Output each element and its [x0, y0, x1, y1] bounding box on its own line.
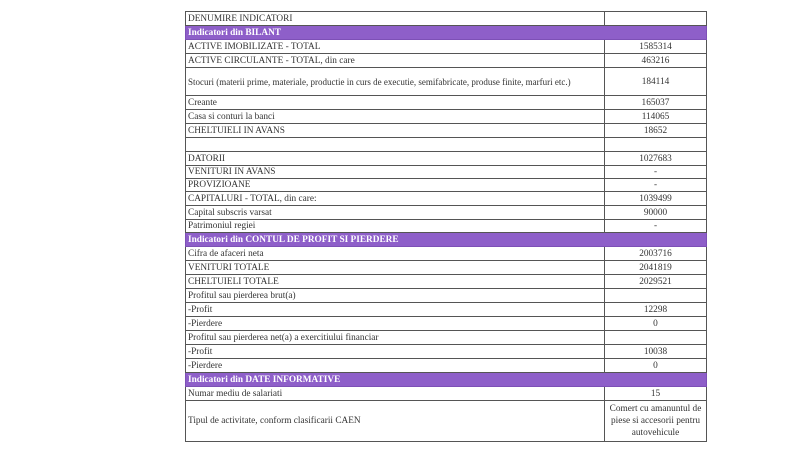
row-value: 184114	[605, 68, 707, 96]
row-value: 2041819	[605, 261, 707, 275]
row-value	[605, 331, 707, 345]
table-row	[186, 247, 707, 261]
table-row	[186, 331, 707, 345]
row-value: 2003716	[605, 247, 707, 261]
table-row	[186, 303, 707, 317]
row-label: VENITURI IN AVANS	[186, 166, 605, 179]
table-row	[186, 152, 707, 166]
row-label: -Profit	[186, 303, 605, 317]
row-label: VENITURI TOTALE	[186, 261, 605, 275]
row-label: Tipul de activitate, conform clasificarii CAEN	[186, 401, 605, 442]
row-label: Patrimoniul regiei	[186, 220, 605, 233]
row-value	[605, 289, 707, 303]
table-row	[186, 220, 707, 233]
row-label: Profitul sau pierderea brut(a)	[186, 289, 605, 303]
row-label: -Pierdere	[186, 317, 605, 331]
financial-indicators-table	[185, 11, 707, 442]
section-title: Indicatori din BILANT	[186, 26, 707, 40]
row-value: 10038	[605, 345, 707, 359]
row-label: Stocuri (materii prime, materiale, productie in curs de executie, semifabricate, produse finite, marfuri etc.)	[186, 68, 605, 96]
section-header-bilant	[186, 26, 707, 40]
table-row	[186, 179, 707, 192]
table-row	[186, 261, 707, 275]
row-label: CHELTUIELI IN AVANS	[186, 124, 605, 138]
row-label: DATORII	[186, 152, 605, 166]
section-title: Indicatori din CONTUL DE PROFIT SI PIERDERE	[186, 233, 707, 247]
section-header-date-informative	[186, 373, 707, 387]
header-value	[605, 12, 707, 26]
table-row	[186, 68, 707, 96]
row-label	[186, 138, 605, 152]
section-title: Indicatori din DATE INFORMATIVE	[186, 373, 707, 387]
row-value: -	[605, 166, 707, 179]
row-label: Profitul sau pierderea net(a) a exercitiului financiar	[186, 331, 605, 345]
row-value: 2029521	[605, 275, 707, 289]
table-row	[186, 387, 707, 401]
table-row	[186, 317, 707, 331]
table-row	[186, 401, 707, 442]
row-value: -	[605, 179, 707, 192]
table-row	[186, 40, 707, 54]
row-label: Creante	[186, 96, 605, 110]
row-value: 18652	[605, 124, 707, 138]
table-row	[186, 192, 707, 206]
row-value: Comert cu amanuntul de piese si accesorii pentru autovehicule	[605, 401, 707, 442]
row-label: -Pierdere	[186, 359, 605, 373]
row-label: Numar mediu de salariati	[186, 387, 605, 401]
section-header-profit-pierdere	[186, 233, 707, 247]
row-value: 15	[605, 387, 707, 401]
row-value: 165037	[605, 96, 707, 110]
row-value: 12298	[605, 303, 707, 317]
row-value: 0	[605, 317, 707, 331]
row-value: 0	[605, 359, 707, 373]
table-row	[186, 54, 707, 68]
table-row	[186, 359, 707, 373]
table-row-empty	[186, 138, 707, 152]
table-row	[186, 110, 707, 124]
row-value: 1027683	[605, 152, 707, 166]
row-value: 1039499	[605, 192, 707, 206]
header-row	[186, 12, 707, 26]
table-row	[186, 289, 707, 303]
row-label: CAPITALURI - TOTAL, din care:	[186, 192, 605, 206]
row-label: ACTIVE CIRCULANTE - TOTAL, din care	[186, 54, 605, 68]
table-row	[186, 206, 707, 220]
row-value: -	[605, 220, 707, 233]
row-value	[605, 138, 707, 152]
row-value: 90000	[605, 206, 707, 220]
table-row	[186, 124, 707, 138]
row-label: Cifra de afaceri neta	[186, 247, 605, 261]
row-label: PROVIZIOANE	[186, 179, 605, 192]
table-row	[186, 166, 707, 179]
row-value: 1585314	[605, 40, 707, 54]
row-value: 463216	[605, 54, 707, 68]
row-label: ACTIVE IMOBILIZATE - TOTAL	[186, 40, 605, 54]
row-value: 114065	[605, 110, 707, 124]
table-row	[186, 275, 707, 289]
header-label: DENUMIRE INDICATORI	[186, 12, 605, 26]
row-label: Capital subscris varsat	[186, 206, 605, 220]
table-row	[186, 96, 707, 110]
row-label: CHELTUIELI TOTALE	[186, 275, 605, 289]
table-row	[186, 345, 707, 359]
row-label: Casa si conturi la banci	[186, 110, 605, 124]
row-label: -Profit	[186, 345, 605, 359]
